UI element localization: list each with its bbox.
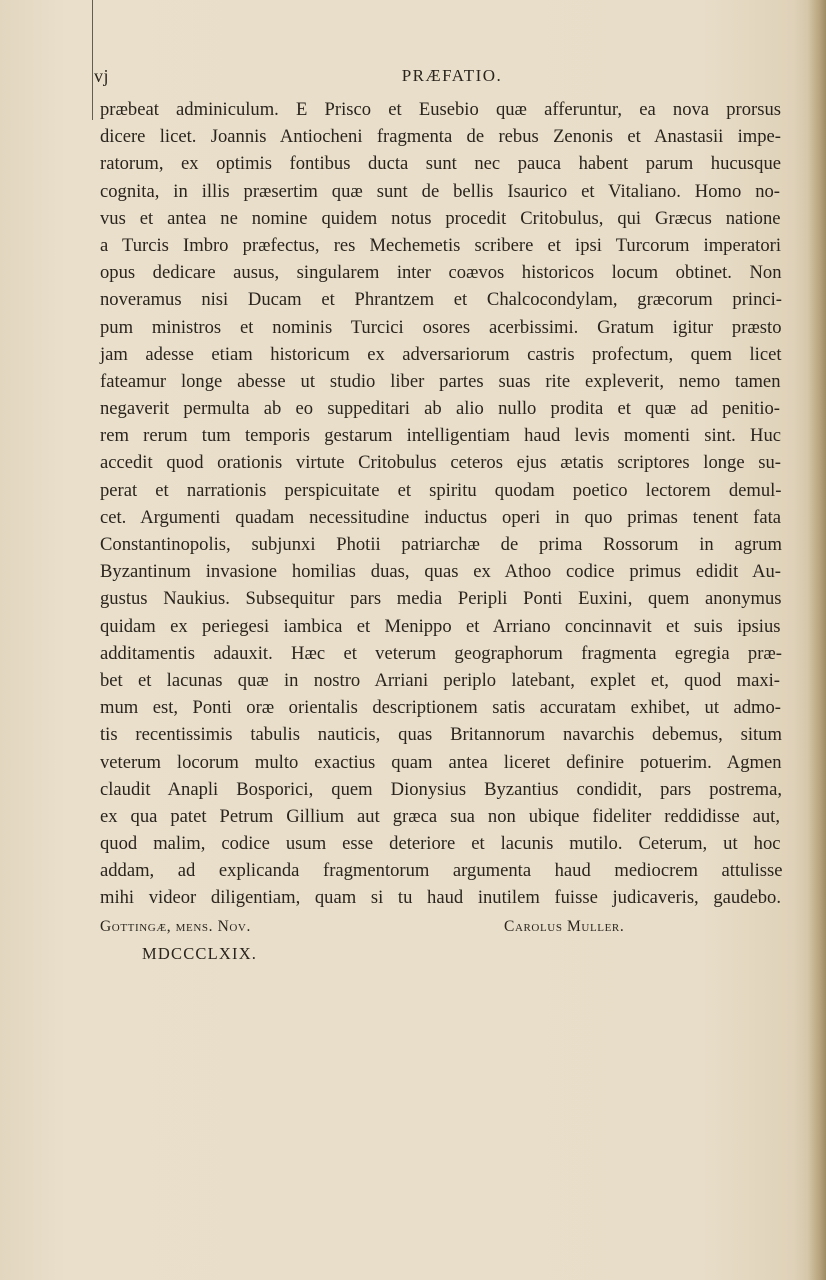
text-line: cet. Argumenti quadam necessitudine inductus operi in quo primas tenent fata xyxy=(100,506,781,528)
page-edge-shadow xyxy=(808,0,826,1280)
text-line: ex qua patet Petrum Gillium aut græca sua non ubique fideliter reddidisse aut, xyxy=(100,805,780,827)
signature-author: Carolus Muller. xyxy=(504,918,625,935)
signature-line xyxy=(100,918,786,944)
text-line: Constantinopolis, subjunxi Photii patriarchæ de prima Rossorum in agrum xyxy=(100,534,782,555)
text-line: veterum locorum multo exactius quam antea liceret definire potuerim. Agmen xyxy=(100,751,782,773)
text-line: bet et lacunas quæ in nostro Arriani periplo latebant, explet et, quod maxi- xyxy=(100,669,780,691)
text-line: pum ministros et nominis Turcici osores acerbissimi. Gratum igitur præsto xyxy=(100,316,782,338)
text-line: claudit Anapli Bosporici, quem Dionysius Byzantius condidit, pars postrema, xyxy=(100,778,782,800)
text-line: additamentis adauxit. Hæc et veterum geographorum fragmenta egregia præ- xyxy=(100,642,782,664)
text-line: perat et narrationis perspicuitate et spiritu quodam poetico lectorem demul- xyxy=(100,479,782,501)
text-line: fateamur longe abesse ut studio liber partes suas rite expleverit, nemo tamen xyxy=(100,370,781,392)
text-line: vus et antea ne nomine quidem notus procedit Critobulus, qui Græcus natione xyxy=(100,207,781,229)
text-line: accedit quod orationis virtute Critobulus ceteros ejus ætatis scriptores longe su- xyxy=(100,452,781,474)
text-line: quidam ex periegesi iambica et Menippo et Arriano concinnavit et suis ipsius xyxy=(100,615,781,637)
text-line: a Turcis Imbro præfectus, res Mechemetis scribere et ipsi Turcorum imperatori xyxy=(100,234,781,256)
text-line: Byzantinum invasione homilias duas, quas ex Athoo codice primus edidit Au- xyxy=(100,561,781,583)
text-line: quod malim, codice usum esse deteriore et lacunis mutilo. Ceterum, ut hoc xyxy=(100,833,781,855)
text-line: ratorum, ex optimis fontibus ducta sunt nec pauca habent parum hucusque xyxy=(100,153,781,175)
text-line: tis recentissimis tabulis nauticis, quas Britannorum navarchis debemus, situm xyxy=(100,724,782,746)
text-line: addam, ad explicanda fragmentorum argumenta haud mediocrem attulisse xyxy=(100,860,783,882)
text-line: negaverit permulta ab eo suppeditari ab alio nullo prodita et quæ ad penitio- xyxy=(100,398,780,420)
running-title: PRÆFATIO. xyxy=(401,66,503,85)
text-line: jam adesse etiam historicum ex adversariorum castris profectum, quem licet xyxy=(100,343,782,365)
text-line: gustus Naukius. Subsequitur pars media Peripli Ponti Euxini, quem anonymus xyxy=(100,588,782,610)
signature-place: Gottingæ, mens. Nov. xyxy=(100,918,251,935)
text-line: præbeat adminiculum. E Prisco et Eusebio quæ afferuntur, ea nova prorsus xyxy=(100,99,781,120)
binding-edge-line xyxy=(92,0,93,120)
text-line: mihi videor diligentiam, quam si tu haud inutilem fuisse judicaveris, gaudebo. xyxy=(100,887,781,909)
text-line: mum est, Ponti oræ orientalis descriptionem satis accuratam exhibet, ut admo- xyxy=(100,697,781,719)
folio-number: vj xyxy=(94,66,110,86)
text-line: noveramus nisi Ducam et Phrantzem et Chalcocondylam, græcorum princi- xyxy=(100,289,782,311)
text-line: dicere licet. Joannis Antiocheni fragmenta de rebus Zenonis et Anastasii impe- xyxy=(100,126,781,148)
text-line: cognita, in illis præsertim quæ sunt de bellis Isaurico et Vitaliano. Homo no- xyxy=(100,180,780,202)
text-line: opus dedicare ausus, singularem inter coævos historicos locum obtinet. Non xyxy=(100,262,782,284)
signature-year: MDCCCLXIX. xyxy=(142,944,258,963)
running-head xyxy=(92,66,812,92)
text-line: rem rerum tum temporis gestarum intelligentiam haud levis momenti sint. Huc xyxy=(100,425,781,447)
body-text xyxy=(100,96,786,912)
